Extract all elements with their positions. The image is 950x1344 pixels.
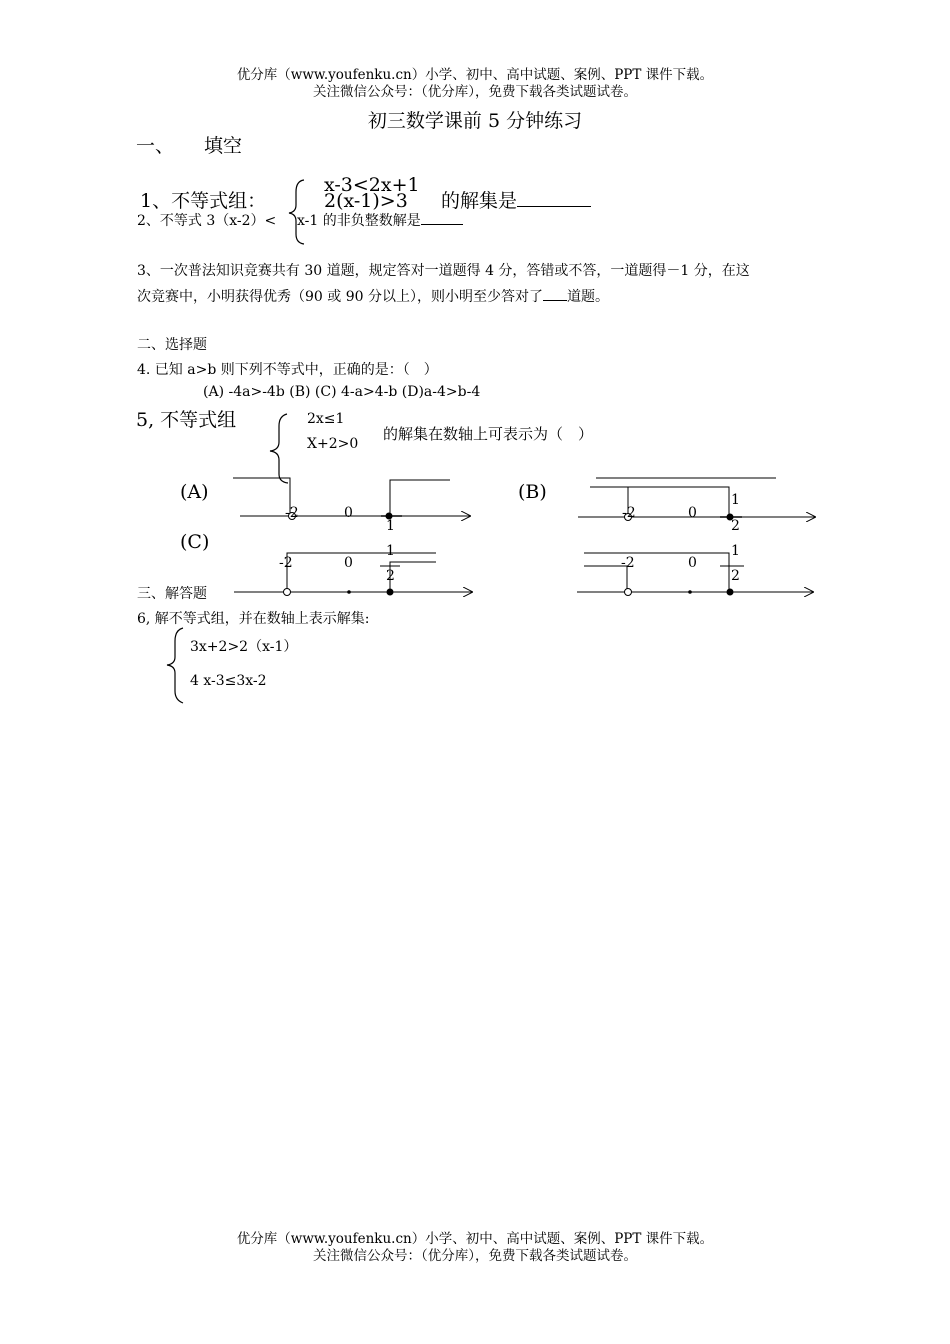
line-b-tick-0: 0 [688,505,697,521]
section-1-name: 填空 [204,135,243,157]
footer-line-2: 关注微信公众号：（优分库），免费下载各类试题试卷。 [313,1248,637,1264]
line-b-tick-minus2: -2 [622,505,636,521]
page-title: 初三数学课前 5 分钟练习 [367,110,583,132]
line-c-frac-den: 2 [386,568,395,584]
q6-inequality-1: 3x+2>2（x-1） [190,639,298,655]
q2-prefix: 2、不等式 3（x-2）< [137,213,277,229]
q6-stem: 6, 解不等式组，并在数轴上表示解集: [137,611,370,627]
q6-inequality-2: 4 x-3≤3x-2 [190,673,267,689]
q1-brace [289,180,304,244]
line-d-tick-0: 0 [688,555,697,571]
q5-inequality-1: 2x≤1 [307,411,345,427]
q1-inequality-2: 2(x-1)>3 [324,190,408,212]
q5-option-b-label[interactable]: (B) [518,481,547,503]
footer-line-1: 优分库（www.youfenku.cn）小学、初中、高中试题、案例、PPT 课件下载。 [236,1231,714,1247]
section-2-label: 二、选择题 [137,337,207,353]
line-a-tick-minus2: -2 [285,505,299,521]
q5-option-a-label[interactable]: (A) [180,481,209,503]
q5-brace [270,414,288,483]
line-a-tick-half: 1 [386,518,395,534]
line-c-tick-0: 0 [344,555,353,571]
line-c-tick-minus2: -2 [279,555,293,571]
q3-end: 道题。 [566,289,609,305]
q5-prefix: 5, 不等式组 [136,409,237,431]
line-c-frac-num: 1 [386,543,395,559]
q4-options: (A) -4a>-4b (B) (C) 4-a>4-b (D)a-4>b-4 [203,384,481,400]
line-b-frac-num: 1 [731,492,740,508]
q5-suffix: 的解集在数轴上可表示为（ ） [383,425,594,443]
q5-inequality-2: X+2>0 [307,436,359,452]
q3-line-1: 3、一次普法知识竞赛共有 30 道题，规定答对一道题得 4 分，答错或不答，一道题得－1 分，在这 [137,263,750,279]
section-1-label: 一、 [136,135,175,157]
header-line-2: 关注微信公众号：（优分库），免费下载各类试题试卷。 [313,84,637,100]
header-line-1: 优分库（www.youfenku.cn）小学、初中、高中试题、案例、PPT 课件下载。 [236,67,714,83]
q1-prefix: 1、不等式组： [140,190,267,212]
line-b-frac-den: 2 [731,518,740,534]
q6-brace [167,628,183,703]
line-d-tick-minus2: -2 [621,555,635,571]
line-a-tick-0: 0 [344,505,353,521]
line-d-frac-num: 1 [731,543,740,559]
section-3-label: 三、解答题 [137,586,207,602]
q1-inequality-1: x-3<2x+1 [324,174,420,196]
q3-line-2-text: 次竞赛中，小明获得优秀（90 或 90 分以上），则小明至少答对了 [137,289,543,305]
number-line-c [234,553,472,596]
q5-option-c-label[interactable]: (C) [180,531,210,553]
q4-stem: 4. 已知 a>b 则下列不等式中，正确的是：（ ） [137,362,438,378]
q2-rest: x-1 的非负整数解是 [297,213,421,229]
q1-suffix-text: 的解集是 [441,190,518,212]
line-d-frac-den: 2 [731,568,740,584]
